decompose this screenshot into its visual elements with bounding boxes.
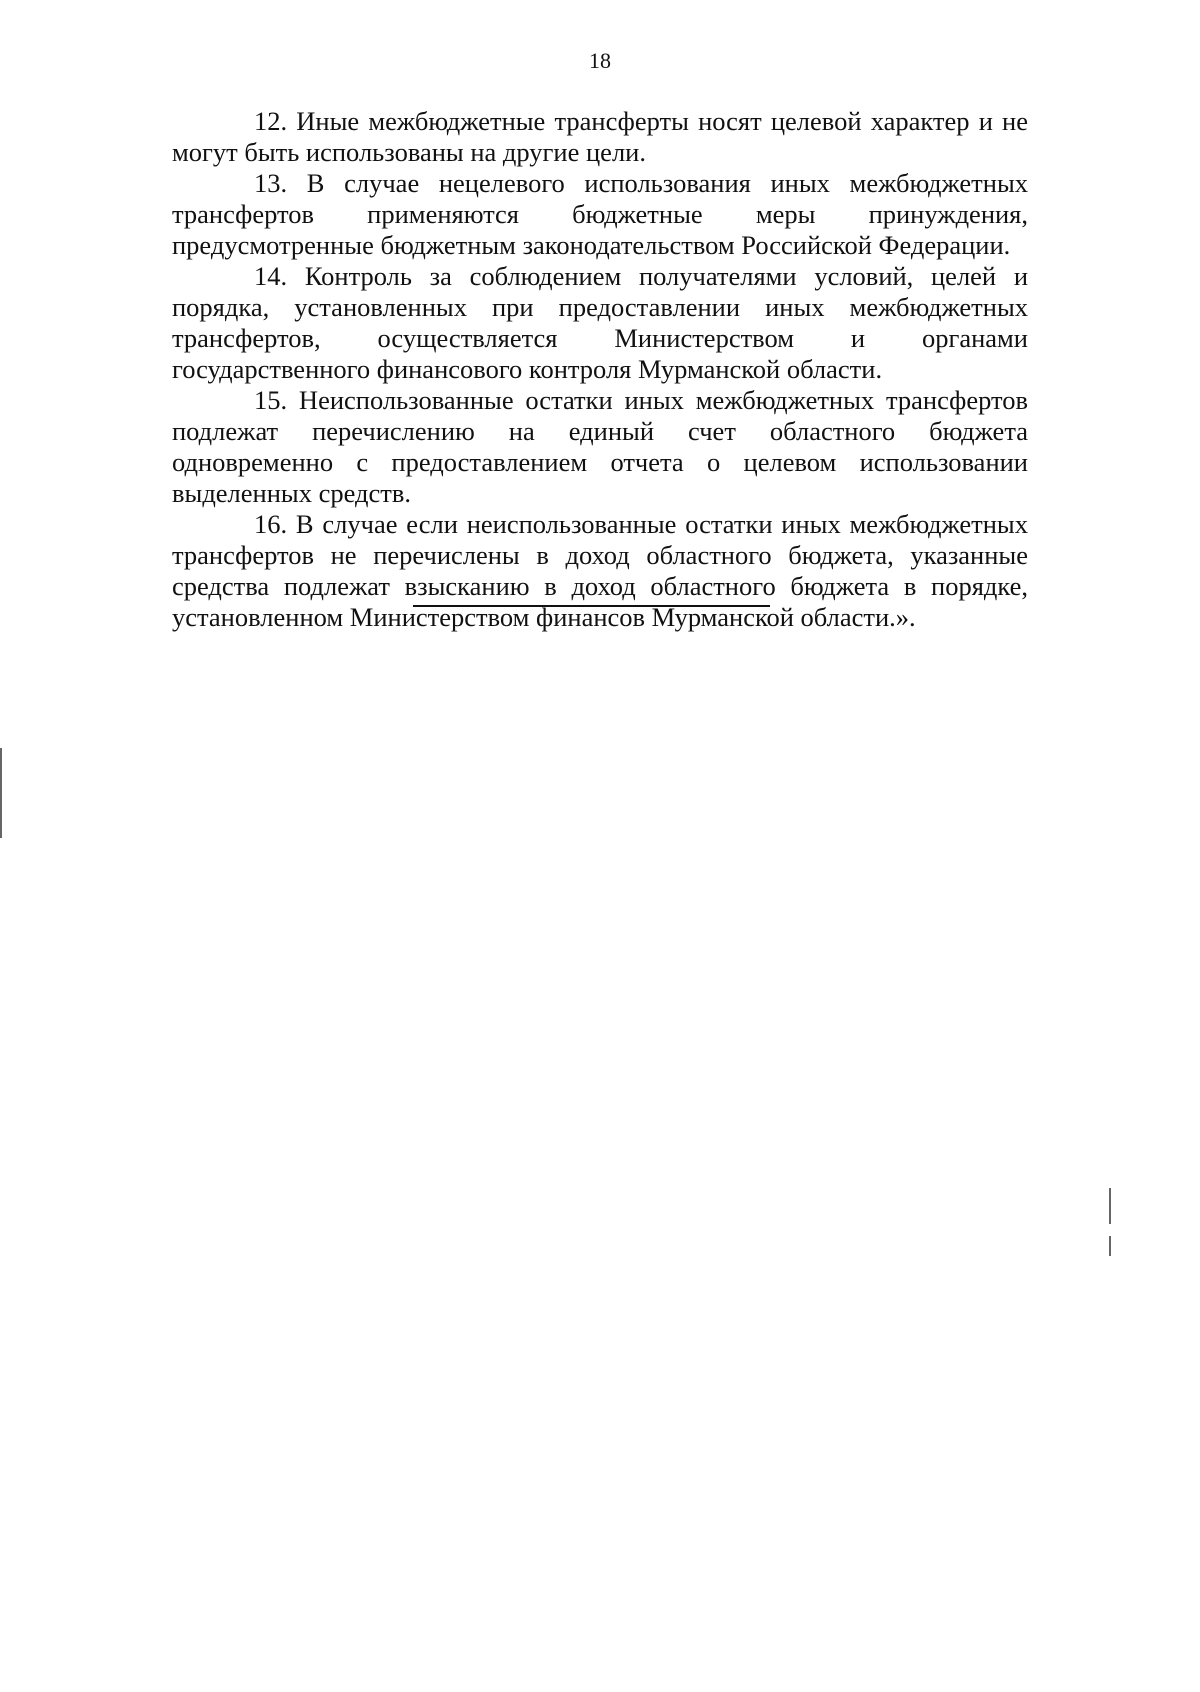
paragraph-13: 13. В случае нецелевого использования иных межбюджетных трансфертов применяются бюджетные меры принуждения, предусмотренные бюджетным законодательством Российской Федерации. — [172, 168, 1028, 260]
scan-edge-mark-right-upper — [1109, 1188, 1111, 1224]
paragraph-15: 15. Неиспользованные остатки иных межбюджетных трансфертов подлежат перечислению на единый счет областного бюджета одновременно с предоставлением отчета о целевом использовании выделенных средств. — [172, 385, 1028, 508]
document-body — [172, 106, 1028, 633]
page-number: 18 — [589, 48, 611, 73]
paragraph-16: 16. В случае если неиспользованные остатки иных межбюджетных трансфертов не перечислены в доход областного бюджета, указанные средства подлежат взысканию в доход областного бюджета в порядке, установленном Министерством финансов Мурманской области.». — [172, 509, 1028, 632]
end-of-document-rule — [413, 605, 770, 607]
scan-edge-mark-left — [0, 748, 2, 838]
paragraph-14: 14. Контроль за соблюдением получателями условий, целей и порядка, установленных при предоставлении иных межбюджетных трансфертов, осуществляется Министерством и органами государственного финансового контроля Мурманской области. — [172, 261, 1028, 384]
scan-edge-mark-right-lower — [1109, 1236, 1111, 1256]
paragraph-12: 12. Иные межбюджетные трансферты носят целевой характер и не могут быть использованы на другие цели. — [172, 106, 1028, 167]
